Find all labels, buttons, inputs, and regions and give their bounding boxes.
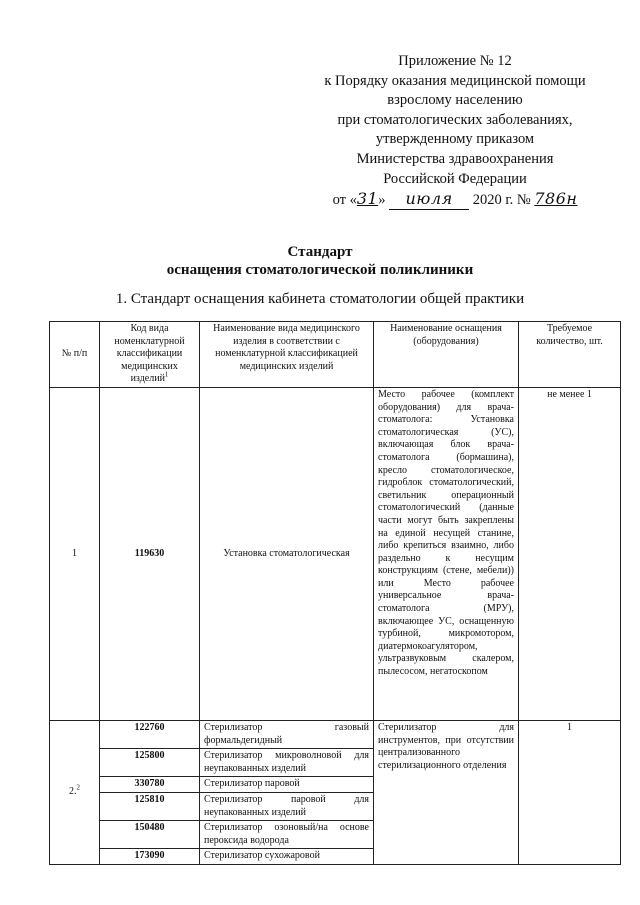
header-code-footnote: 1 [164, 371, 169, 380]
row-name: Стерилизатор паровой для неупакованных изделий [200, 792, 374, 820]
row-code: 330780 [100, 777, 200, 793]
equipment-table [49, 321, 621, 865]
approval-header [296, 52, 614, 211]
document-title: Стандарт [287, 244, 353, 260]
header-name: Наименование вида медицинского изделия в соответствии с номенклатурной классификацией медицинских изделий [200, 322, 374, 388]
header-qty: Требуемое количество, шт. [519, 322, 621, 388]
row-code: 150480 [100, 821, 200, 849]
table-row [50, 387, 621, 720]
row-code: 173090 [100, 849, 200, 865]
row-equipment: Место рабочее (комплект оборудования) для врача-стоматолога: Установка стоматологическая (УС), включающая блок врача-стоматолога (бормашина), кресло стоматологическое, гидроблок стоматологический, светильник операционный стоматологический (данные части могут быть закреплены на единой несущей станине, либо крепиться взаимно, либо раздельно к несущим конструкциям (стене, мебели)) или Место рабочее универсальное врача-стоматолога (МРУ), включающее УС, оснащенную турбиной, микромотором, диатермокоагулятором, ультразвуковым скалером, пылесосом, негатоскопом [374, 387, 519, 720]
row-number-footnote: 2 [76, 783, 80, 792]
row-name: Стерилизатор паровой [200, 777, 374, 793]
header-line: взрослому населению [387, 92, 523, 109]
header-line: Министерства здравоохранения [356, 150, 554, 167]
date-prefix: от « [332, 192, 357, 209]
header-code [100, 322, 200, 388]
date-month: июля [389, 189, 469, 210]
row-code: 122760 [100, 720, 200, 748]
order-date-line [296, 189, 614, 211]
row-name: Стерилизатор сухожаровой [200, 849, 374, 865]
row-number: 1 [50, 387, 100, 720]
date-mid: » [378, 192, 386, 209]
row-number [50, 720, 100, 864]
header-num: № п/п [50, 322, 100, 388]
row-equipment: Стерилизатор для инструментов, при отсутствии централизованного стерилизационного отделения [374, 720, 519, 864]
table-header-row [50, 322, 621, 388]
row-code: 125800 [100, 749, 200, 777]
header-line: Российской Федерации [383, 170, 527, 187]
row-quantity: 1 [519, 720, 621, 864]
date-year: 2020 г. № [472, 192, 531, 209]
row-name: Стерилизатор озоновый/на основе пероксида водорода [200, 821, 374, 849]
header-code-text: Код вида номенклатурной классификации медицинских изделий [114, 323, 185, 385]
row-number-text: 2. [69, 786, 77, 798]
date-day: 31 [356, 189, 379, 209]
row-name: Установка стоматологическая [200, 387, 374, 720]
header-equipment: Наименование оснащения (оборудования) [374, 322, 519, 388]
header-line: к Порядку оказания медицинской помощи [324, 72, 586, 89]
section-title: 1. Стандарт оснащения кабинета стоматологии общей практики [115, 291, 525, 307]
header-line: утвержденному приказом [375, 131, 535, 148]
document-subtitle: оснащения стоматологической поликлиники [166, 262, 474, 278]
row-quantity: не менее 1 [519, 387, 621, 720]
order-number: 786н [534, 189, 578, 209]
row-name: Стерилизатор газовый формальдегидный [200, 720, 374, 748]
header-line: Приложение № 12 [398, 53, 512, 69]
table-row [50, 720, 621, 748]
row-name: Стерилизатор микроволновой для неупакованных изделий [200, 749, 374, 777]
row-code: 125810 [100, 792, 200, 820]
header-line: при стоматологических заболеваниях, [337, 111, 573, 128]
row-code: 119630 [100, 387, 200, 720]
